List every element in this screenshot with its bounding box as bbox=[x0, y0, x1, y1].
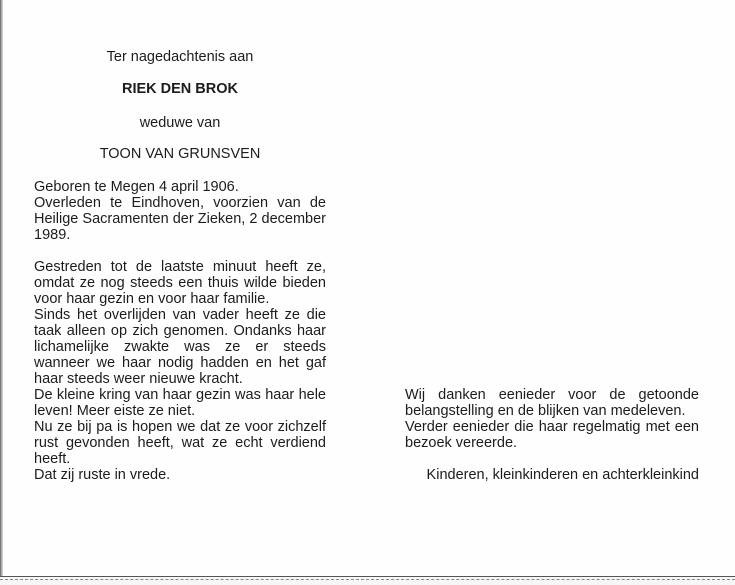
birth-death-section bbox=[34, 179, 326, 243]
widow-of-text: weduwe van bbox=[139, 115, 221, 131]
story-paragraph: Sinds het overlijden van vader heeft ze die taak alleen op zich genomen. Ondanks haar lichamelijke zwakte was ze er steeds wanneer we haar nodig hadden en het gaf haar steeds weer nieuwe kracht. bbox=[34, 307, 326, 387]
story-paragraph: Gestreden tot de laatste minuut heeft ze, omdat ze nog steeds een thuis wilde bieden voor haar gezin en voor haar familie. bbox=[34, 259, 326, 307]
deceased-name: RIEK DEN BROK bbox=[121, 81, 238, 97]
card-bottom-edge bbox=[0, 576, 735, 585]
thanks-paragraph: Verder eenieder die haar regelmatig met een bezoek vereerde. bbox=[405, 419, 699, 451]
death-line: Overleden te Eindhoven, voorzien van de Heilige Sacramenten der Zieken, 2 december 1989. bbox=[34, 195, 326, 243]
in-memory-heading: Ter nagedachtenis aan bbox=[106, 49, 254, 65]
husband-name: TOON VAN GRUNSVEN bbox=[99, 146, 261, 162]
story-paragraph: De kleine kring van haar gezin was haar hele leven! Meer eiste ze niet. bbox=[34, 387, 326, 419]
card-left-edge bbox=[0, 0, 3, 585]
thanks-section bbox=[405, 387, 699, 451]
story-paragraph: Nu ze bij pa is hopen we dat ze voor zichzelf rust gevonden heeft, wat ze echt verdiend heeft. bbox=[34, 419, 326, 467]
life-story-section bbox=[34, 259, 326, 483]
birth-line: Geboren te Megen 4 april 1906. bbox=[34, 179, 239, 195]
family-signature: Kinderen, kleinkinderen en achterkleinkind bbox=[426, 467, 699, 483]
closing-prayer: Dat zij ruste in vrede. bbox=[34, 467, 171, 483]
thanks-paragraph: Wij danken eenieder voor de getoonde belangstelling en de blijken van medeleven. bbox=[405, 387, 699, 419]
